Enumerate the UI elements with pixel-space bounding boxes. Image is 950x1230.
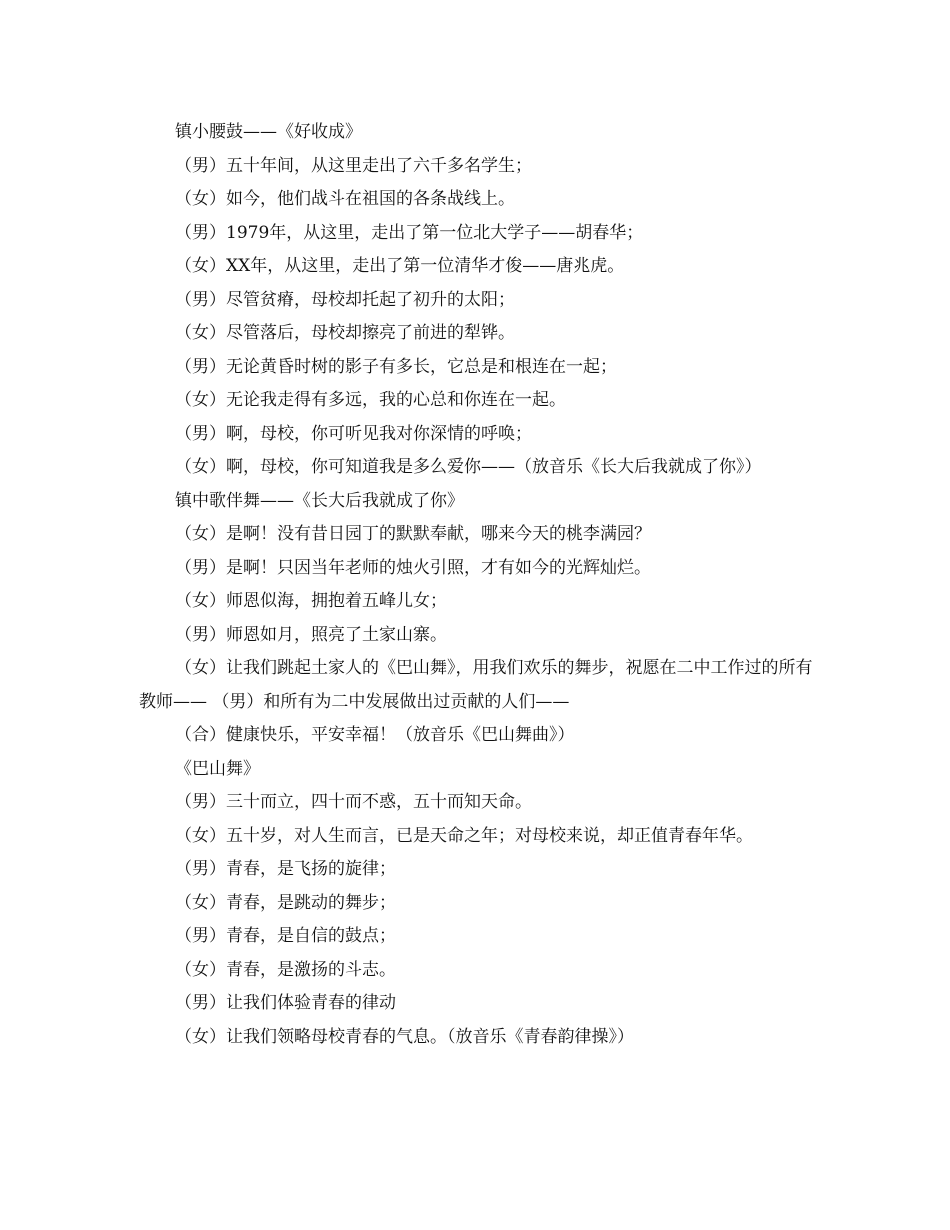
document-body [139, 116, 814, 1054]
dialogue-line: （男）1979年，从这里，走出了第一位北大学子——胡春华； [175, 222, 644, 243]
dialogue-line: （女）是啊！没有昔日园丁的默默奉献，哪来今天的桃李满园？ [175, 524, 651, 544]
dialogue-line: （男）无论黄昏时树的影子有多长，它总是和根连在一起； [175, 356, 617, 377]
dialogue-line: （男）师恩如月，照亮了土家山寨。 [175, 624, 447, 645]
dialogue-line: （女）XX年，从这里，走出了第一位清华才俊——唐兆虎。 [175, 256, 625, 276]
dialogue-line: （女）让我们领略母校青春的气息。（放音乐《青春韵律操》） [175, 1026, 634, 1047]
program-item: 镇小腰鼓——《好收成》 [175, 122, 362, 142]
dialogue-line: （女）青春，是跳动的舞步； [175, 892, 396, 913]
dialogue-line: （男）尽管贫瘠，母校却托起了初升的太阳； [175, 289, 515, 310]
dialogue-line: （男）啊，母校，你可听见我对你深情的呼唤； [175, 423, 532, 444]
dialogue-line: （男）三十而立，四十而不惑，五十而知天命。 [175, 792, 532, 812]
dialogue-line: （女）师恩似海，拥抱着五峰儿女； [175, 591, 447, 611]
program-item: 《巴山舞》 [175, 758, 260, 779]
dialogue-line: （女）尽管落后，母校却擦亮了前进的犁铧。 [175, 323, 515, 343]
dialogue-line: （女）无论我走得有多远，我的心总和你连在一起。 [175, 390, 566, 410]
dialogue-line: （男）让我们体验青春的律动 [175, 993, 396, 1013]
dialogue-line: （合）健康快乐，平安幸福！（放音乐《巴山舞曲》） [175, 725, 575, 745]
dialogue-line: （男）青春，是自信的鼓点； [175, 926, 396, 946]
dialogue-line: （男）是啊！只因当年老师的烛火引照，才有如今的光辉灿烂。 [175, 557, 651, 578]
dialogue-line: （女）如今，他们战斗在祖国的各条战线上。 [175, 189, 515, 209]
program-item: 镇中歌伴舞——《长大后我就成了你》 [175, 490, 464, 511]
dialogue-line: （女）五十岁，对人生而言，已是天命之年；对母校来说，却正值青春年华。 [175, 825, 753, 846]
dialogue-line: （男）青春，是飞扬的旋律； [175, 859, 396, 879]
dialogue-line: （女）啊，母校，你可知道我是多么爱你——（放音乐《长大后我就成了你》） [175, 457, 762, 477]
dialogue-line: （男）五十年间，从这里走出了六千多名学生； [175, 155, 532, 176]
dialogue-line: （女）让我们跳起土家人的《巴山舞》，用我们欢乐的舞步，祝愿在二中工作过的所有教师—— （男）和所有为二中发展做出过贡献的人们—— [139, 658, 813, 712]
dialogue-line: （女）青春，是激扬的斗志。 [175, 959, 396, 980]
